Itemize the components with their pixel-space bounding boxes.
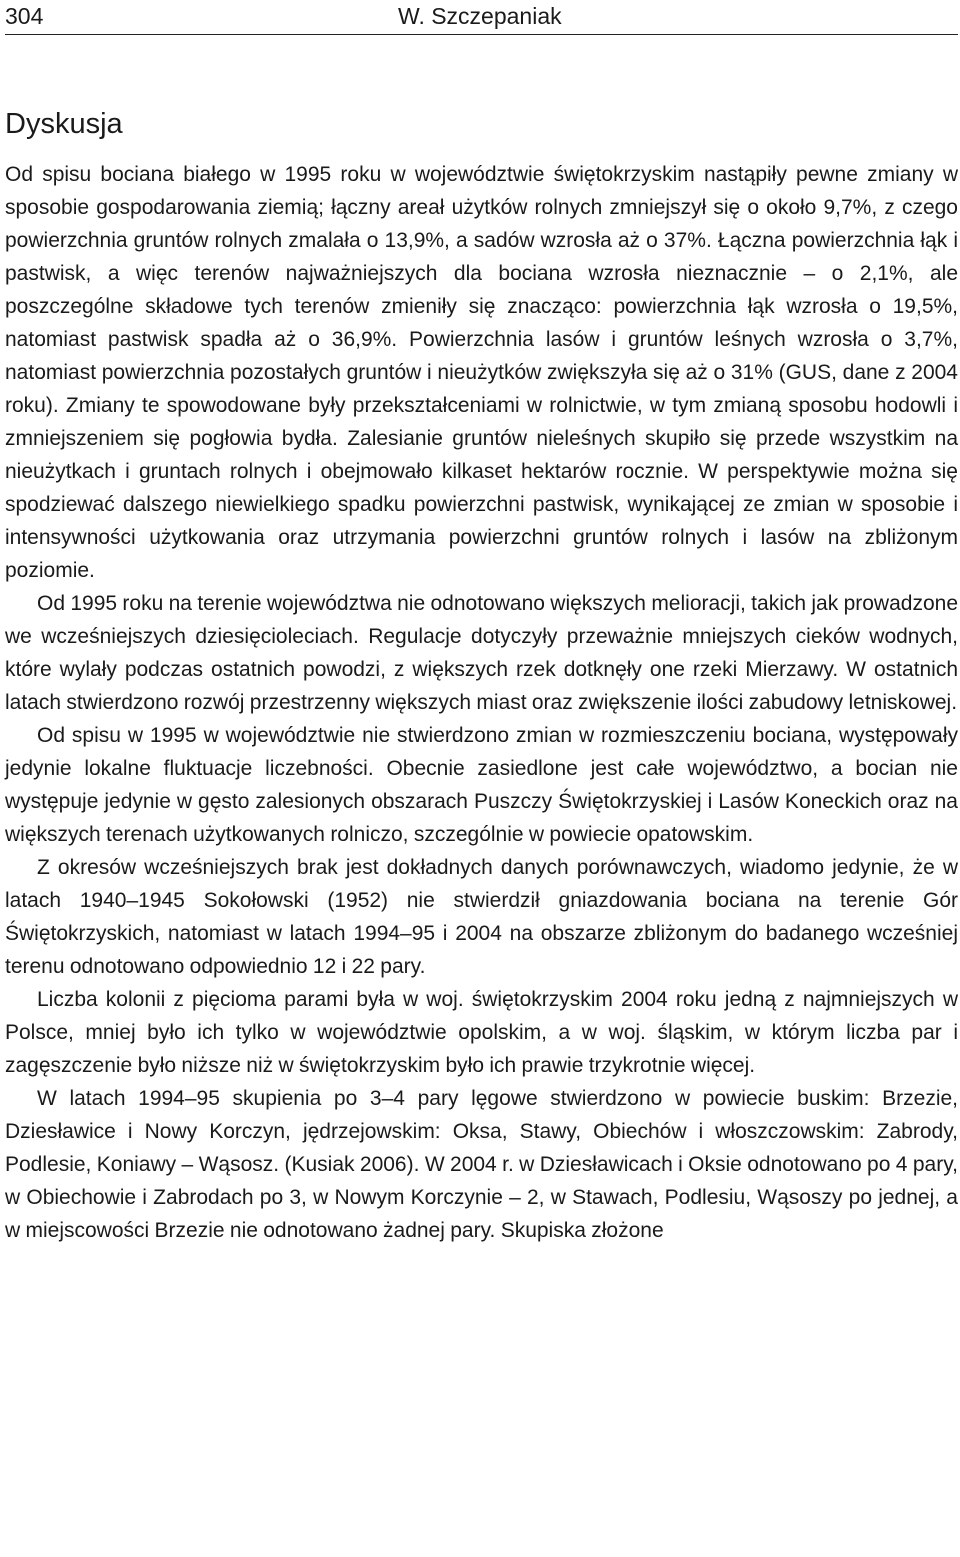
body-text [5,158,958,1247]
document-page [5,0,958,1557]
paragraph: Od 1995 roku na terenie województwa nie odnotowano większych melioracji, takich jak prowadzone we wcześniejszych dziesięcioleciach. Regulacje dotyczyły przeważnie mniejszych cieków wodnych, które wylały podczas ostatnich powodzi, z większych rzek dotknęły one rzeki Mierzawy. W ostatnich latach stwierdzono rozwój przestrzenny większych miast oraz zwiększenie ilości zabudowy letniskowej. [5,592,958,714]
section-heading: Dyskusja [5,108,123,140]
page-number: 304 [5,3,44,29]
paragraph: Liczba kolonii z pięcioma parami była w woj. świętokrzyskim 2004 roku jedną z najmniejszych w Polsce, mniej było ich tylko w województwie opolskim, a w woj. śląskim, w którym liczba par i zagęszczenie było niższe niż w świętokrzyskim było ich prawie trzykrotnie więcej. [5,988,958,1077]
paragraph: W latach 1994–95 skupienia po 3–4 pary lęgowe stwierdzono w powiecie buskim: Brzezie, Dziesławice i Nowy Korczyn, jędrzejowskim: Oksa, Stawy, Obiechów i włoszczowskim: Zabrody, Podlesie, Koniawy – Wąsosz. (Kusiak 2006). W 2004 r. w Dziesławicach i Oksie odnotowano po 4 pary, w Obiechowie i Zabrodach po 3, w Nowym Korczynie – 2, w Stawach, Podlesiu, Wąsoszy po jednej, a w miejscowości Brzezie nie odnotowano żadnej pary. Skupiska złożone [5,1087,958,1242]
paragraph: Od spisu bociana białego w 1995 roku w województwie świętokrzyskim nastąpiły pewne zmiany w sposobie gospodarowania ziemią; łączny areał użytków rolnych zmniejszył się o około 9,7%, z czego powierzchnia gruntów rolnych zmalała o 13,9%, a sadów wzrosła aż o 37%. Łączna powierzchnia łąk i pastwisk, a więc terenów najważniejszych dla bociana wzrosła nieznacznie – o 2,1%, ale poszczególne składowe tych terenów zmieniły się znacząco: powierzchnia łąk wzrosła o 19,5%, natomiast pastwisk spadła aż o 36,9%. Powierzchnia lasów i gruntów leśnych wzrosła o 3,7%, natomiast powierzchnia pozostałych gruntów i nieużytków zwiększyła się aż o 31% (GUS, dane z 2004 roku). Zmiany te spowodowane były przekształceniami w rolnictwie, w tym zmianą sposobu hodowli i zmniejszeniem się pogłowia bydła. Zalesianie gruntów nieleśnych skupiło się przede wszystkim na nieużytkach i gruntach rolnych i obejmowało kilkaset hektarów rocznie. W perspektywie można się spodziewać dalszego niewielkiego spadku powierzchni pastwisk, wynikającej ze zmian w sposobie i intensywności użytkowania oraz utrzymania powierzchni gruntów rolnych i lasów na zbliżonym poziomie. [5,163,958,582]
running-title: W. Szczepaniak [398,3,562,29]
paragraph: Od spisu w 1995 w województwie nie stwierdzono zmian w rozmieszczeniu bociana, występowały jedynie lokalne fluktuacje liczebności. Obecnie zasiedlone jest całe województwo, a bocian nie występuje jedynie w gęsto zalesionych obszarach Puszczy Świętokrzyskiej i Lasów Koneckich oraz na większych terenach użytkowanych rolniczo, szczególnie w powiecie opatowskim. [5,724,958,846]
running-header [5,0,958,35]
paragraph: Z okresów wcześniejszych brak jest dokładnych danych porównawczych, wiadomo jedynie, że w latach 1940–1945 Sokołowski (1952) nie stwierdził gniazdowania bociana na terenie Gór Świętokrzyskich, natomiast w latach 1994–95 i 2004 na obszarze zbliżonym do badanego wcześniej terenu odnotowano odpowiednio 12 i 22 pary. [5,856,958,978]
